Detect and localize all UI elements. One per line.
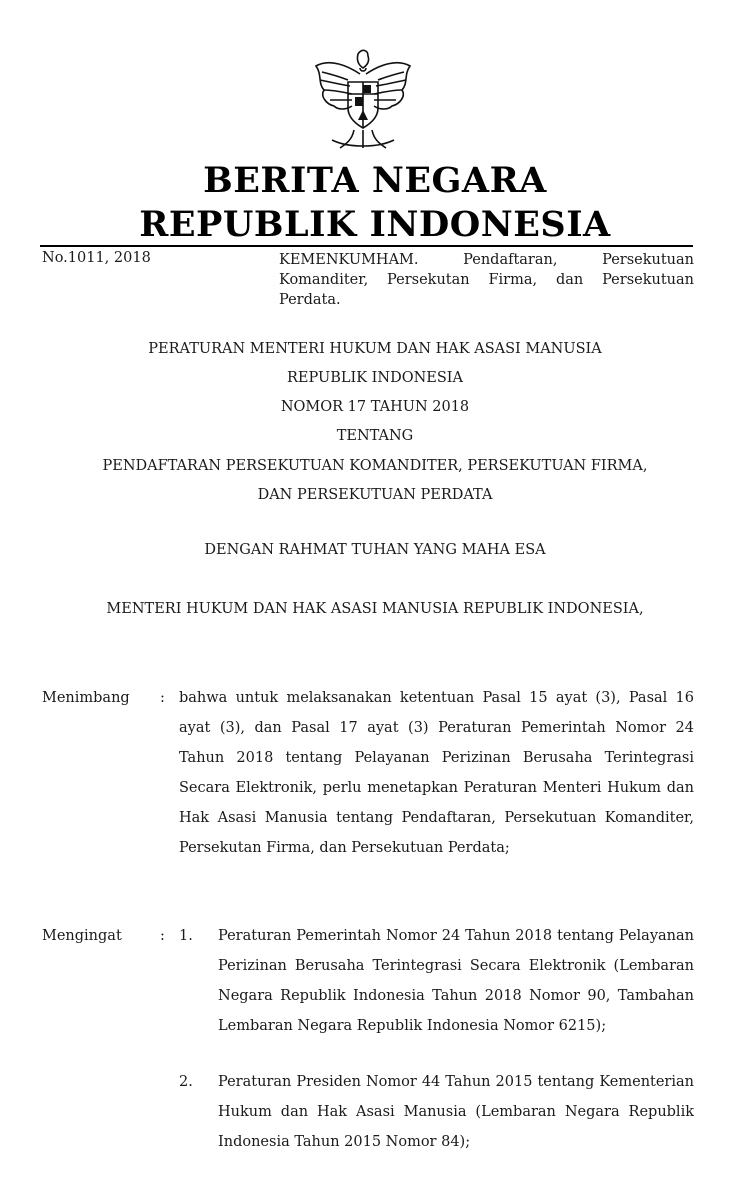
gazette-title-line1: BERITA NEGARA: [203, 160, 547, 201]
invocation: DENGAN RAHMAT TUHAN YANG MAHA ESA: [204, 542, 546, 558]
document-subject: KEMENKUMHAM. Pendaftaran, Persekutuan Komanditer, Persekutan Firma, dan Persekutuan Perdata.: [279, 252, 694, 308]
document-number: No.1011, 2018: [42, 250, 151, 266]
garuda-emblem-icon: [308, 44, 418, 156]
issuing-authority: MENTERI HUKUM DAN HAK ASASI MANUSIA REPUBLIK INDONESIA,: [106, 601, 644, 617]
mengingat-colon: :: [160, 928, 165, 944]
gazette-title-line2: REPUBLIK INDONESIA: [139, 204, 611, 245]
mengingat-item-text: Peraturan Pemerintah Nomor 24 Tahun 2018 tentang Pelayanan Perizinan Berusaha Terintegrasi Secara Elektronik (Lembaran Negara Republik Indonesia Tahun 2018 Nomor 90, Tambahan Lembaran Negara Republik Indonesia Nomor 6215);: [218, 928, 694, 1034]
menimbang-text: bahwa untuk melaksanakan ketentuan Pasal 15 ayat (3), Pasal 16 ayat (3), dan Pasal 17 ayat (3) Peraturan Pemerintah Nomor 24 Tahun 2018 tentang Pelayanan Perizinan Berusaha Terintegrasi Secara Elektronik, perlu menetapkan Peraturan Menteri Hukum dan Hak Asasi Manusia tentang Pendaftaran, Persekutuan Komanditer, Persekutan Firma, dan Persekutuan Perdata;: [179, 690, 694, 856]
menimbang-colon: :: [160, 690, 165, 706]
regulation-number: NOMOR 17 TAHUN 2018: [280, 399, 470, 415]
mengingat-item-number: 1.: [179, 928, 193, 944]
mengingat-item-number: 2.: [179, 1074, 193, 1090]
regulation-subject-line1: PENDAFTARAN PERSEKUTUAN KOMANDITER, PERSEKUTUAN FIRMA,: [102, 458, 648, 474]
regulation-title-line1: PERATURAN MENTERI HUKUM DAN HAK ASASI MANUSIA: [148, 341, 602, 357]
regulation-subject-line2: DAN PERSEKUTUAN PERDATA: [257, 487, 493, 503]
mengingat-label: Mengingat: [42, 928, 122, 944]
menimbang-label: Menimbang: [42, 690, 130, 706]
header-divider: [40, 245, 693, 247]
regulation-tentang: TENTANG: [336, 428, 414, 444]
regulation-title-line2: REPUBLIK INDONESIA: [286, 370, 463, 386]
mengingat-item-text: Peraturan Presiden Nomor 44 Tahun 2015 tentang Kementerian Hukum dan Hak Asasi Manusia (Lembaran Negara Republik Indonesia Tahun 2015 Nomor 84);: [218, 1074, 694, 1150]
